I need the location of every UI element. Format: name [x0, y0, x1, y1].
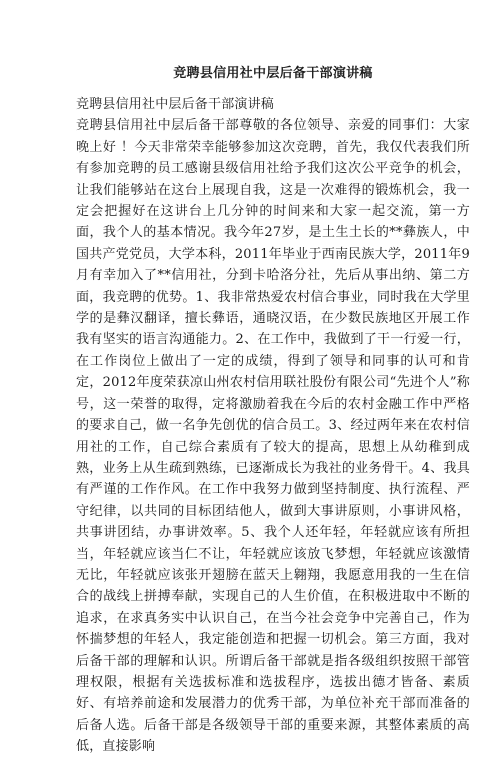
- document-title: 竞聘县信用社中层后备干部演讲稿: [173, 66, 373, 81]
- document-subtitle: 竞聘县信用社中层后备干部演讲稿: [76, 97, 275, 112]
- document-body-text: 竞聘县信用社中层后备干部尊敬的各位领导、亲爱的同事们：大家晚上好 ！今天非常荣幸能够参加这次竞聘，首先，我仅代表我们所有参加竞聘的员工感谢县级信用社给予我们这次公平竞争的机会，让我们能够站在这台上展现自我，这是一次难得的锻炼机会，我一定会把握好在这讲台上几分钟的时间来和大家一起交流，第一方面，我个人的基本情况。我今年27岁，是土生土长的**彝族人，中国共产党党员，大学本科，2011年毕业于西南民族大学，2011年9月有幸加入了**信用社，分到卡哈洛分社，先后从事出纳、第二方面，我竞聘的优势。1、我非常热爱农村信合事业，同时我在大学里学的是彝汉翻译，擅长彝语，通晓汉语，在少数民族地区开展工作我有坚实的语言沟通能力。2、在工作中，我做到了干一行爱一行，在工作岗位上做出了一定的成绩，得到了领导和同事的认可和肯定，2012年度荣获凉山州农村信用联社股份有限公司“先进个人”称号，这一荣誉的取得，定将激励着我在今后的农村金融工作中严格的要求自己，做一名争先创优的信合员工。3、经过两年来在农村信用社的工作，自己综合素质有了较大的提高，思想上从幼稚到成熟，业务上从生疏到熟练，已逐渐成长为我社的业务骨干。4、我具有严谨的工作作风。在工作中我努力做到坚持制度、执行流程、严守纪律，以共同的目标团结他人，做到大事讲原则，小事讲风格，共事讲团结，办事讲效率。5、我个人还年轻，年轻就应该有所担当，年轻就应该当仁不让，年轻就应该放飞梦想，年轻就应该激情无比，年轻就应该张开翅膀在蓝天上翱翔，我愿意用我的一生在信合的战线上拼搏奉献，实现自己的人生价值，在积极进取中不断的追求，在求真务实中认识自己，在当今社会竞争中完善自己，作为怀揣梦想的年轻人，我定能创造和把握一切机会。第三方面，我对后备干部的理解和认识。所谓后备干部就是指各级组织按照干部管理权限，根据有关选拔标准和选拔程序，选拔出德才皆备、素质好、有培养前途和发展潜力的优秀干部，为单位补充干部而准备的后备人选。后备干部是各级领导干部的重要来源，其整体素质的高低，直接影响: [76, 118, 470, 755]
